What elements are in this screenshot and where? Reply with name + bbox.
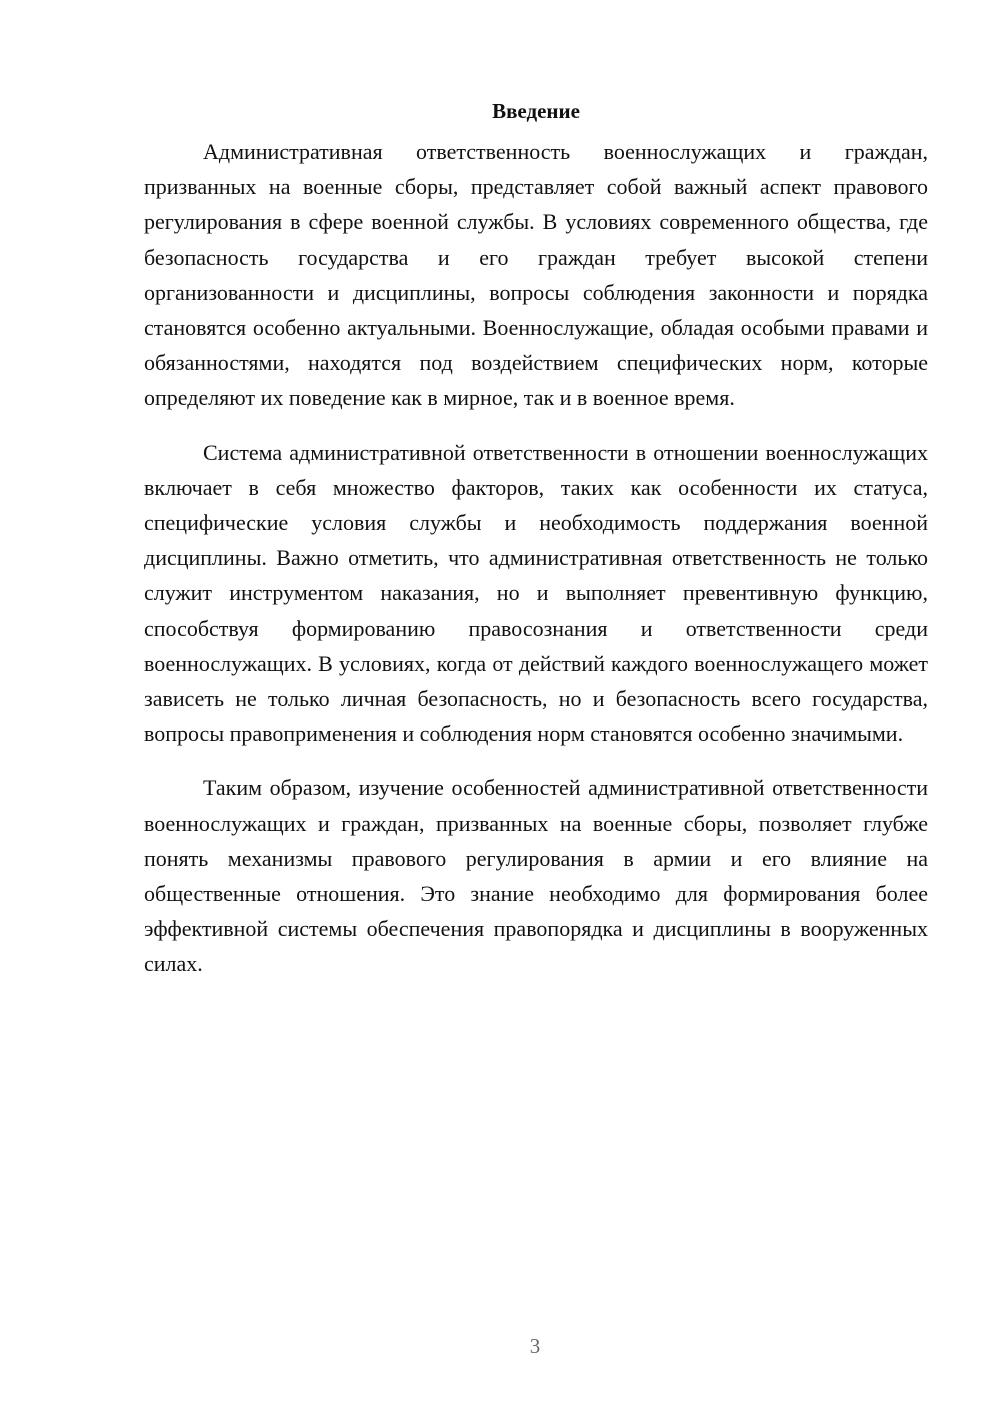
section-title: Введение [492, 99, 580, 123]
paragraph-3: Таким образом, изучение особенностей административной ответственности военнослужащих и граждан, призванных на военные сборы, позволяет глубже понять механизмы правового регулирования в армии и его влияние на общественные отношения. Это знание необходимо для формирования более эффективной системы обеспечения правопорядка и дисциплины в вооруженных силах. [144, 775, 928, 977]
page-number: 3 [529, 1334, 541, 1358]
paragraph-1: Административная ответственность военнослужащих и граждан, призванных на военные сборы, представляет собой важный аспект правового регулирования в сфере военной службы. В условиях современного общества, где безопасность государства и его граждан требует высокой степени организованности и дисциплины, вопросы соблюдения законности и порядка становятся особенно актуальными. Военнослужащие, обладая особыми правами и обязанностями, находятся под воздействием специфических норм, которые определяют их поведение как в мирное, так и в военное время. [144, 139, 928, 411]
document-body [144, 96, 928, 1001]
paragraph-2: Система административной ответственности в отношении военнослужащих включает в себя множество факторов, таких как особенности их статуса, специфические условия службы и необходимость поддержания военной дисциплины. Важно отметить, что административная ответственность не только служит инструментом наказания, но и выполняет превентивную функцию, способствуя формированию правосознания и ответственности среди военнослужащих. В условиях, когда от действий каждого военнослужащего может зависеть не только личная безопасность, но и безопасность всего государства, вопросы правоприменения и соблюдения норм становятся особенно значимыми. [144, 439, 928, 747]
